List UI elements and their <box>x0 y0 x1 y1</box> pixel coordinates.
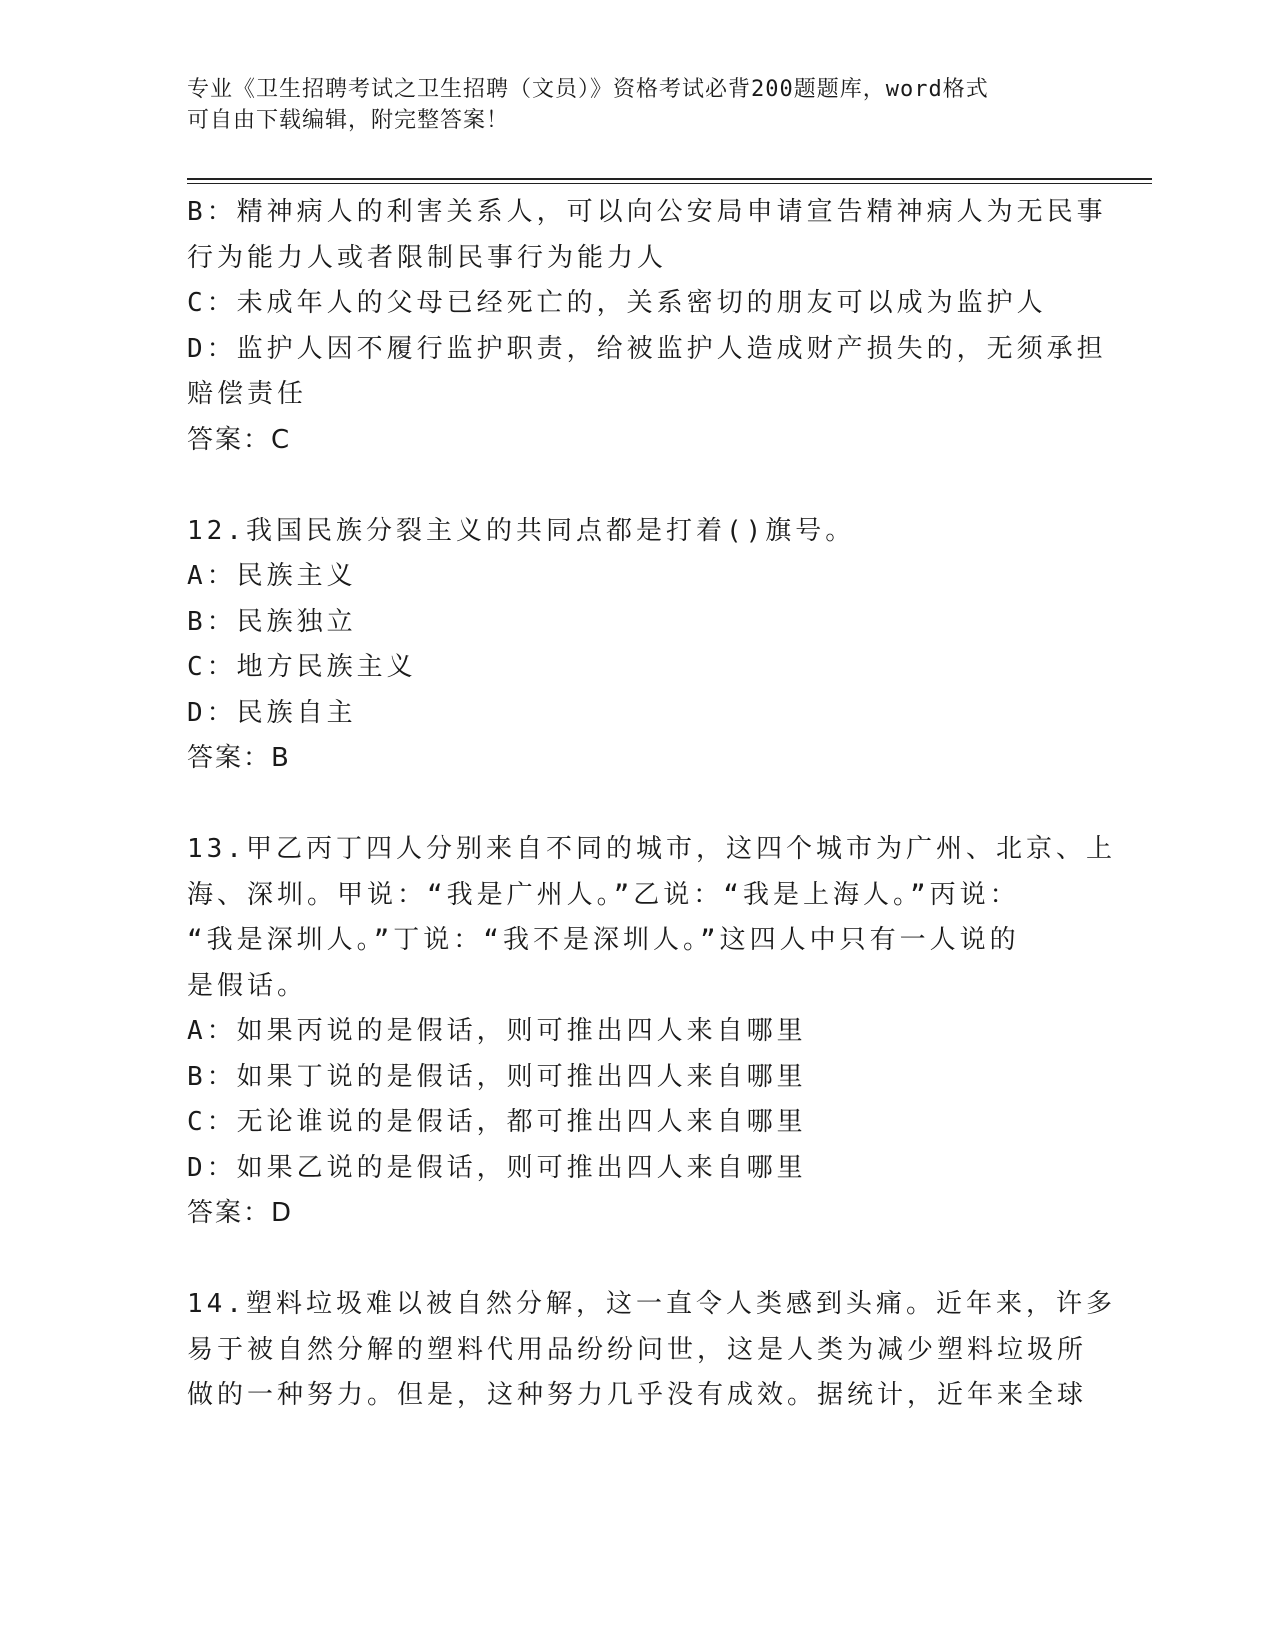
q11-answer: 答案：C <box>187 424 292 455</box>
q13-question-line-4: 是假话。 <box>187 970 308 1001</box>
q13-answer: 答案：D <box>187 1198 294 1228</box>
q11-option-d-line-1: D：监护人因不履行监护职责，给被监护人造成财产损失的，无须承担 <box>187 333 1107 364</box>
q12-question: 12.我国民族分裂主义的共同点都是打着()旗号。 <box>187 515 856 546</box>
q11-option-b-line-1: B：精神病人的利害关系人，可以向公安局申请宣告精神病人为无民事 <box>187 197 1107 227</box>
q13-option-a: A：如果丙说的是假话，则可推出四人来自哪里 <box>187 1016 807 1046</box>
q12-option-b: B：民族独立 <box>187 606 357 637</box>
q12-option-d: D：民族自主 <box>187 697 357 728</box>
header-title-line-2: 可自由下载编辑，附完整答案！ <box>187 108 510 133</box>
q14-question-line-1: 14.塑料垃圾难以被自然分解，这一直令人类感到头痛。近年来，许多 <box>187 1289 1116 1319</box>
q11-option-d-line-2: 赔偿责任 <box>187 379 308 409</box>
q11-option-c: C：未成年人的父母已经死亡的，关系密切的朋友可以成为监护人 <box>187 288 1047 318</box>
header-divider-thin <box>187 183 1152 184</box>
q13-question-line-3: “我是深圳人。”丁说：“我不是深圳人。”这四人中只有一人说的 <box>187 925 1020 955</box>
q12-option-a: A：民族主义 <box>187 561 357 591</box>
spacer <box>187 1237 1087 1283</box>
document-header <box>187 74 1087 136</box>
header-title-line-1: 专业《卫生招聘考试之卫生招聘（文员）》资格考试必背200题题库，word格式 <box>187 77 989 102</box>
q13-option-d: D：如果乙说的是假话，则可推出四人来自哪里 <box>187 1152 807 1183</box>
q12-answer: 答案：B <box>187 743 291 773</box>
q13-question-line-1: 13.甲乙丙丁四人分别来自不同的城市，这四个城市为广州、北京、上 <box>187 834 1116 864</box>
q14-question-line-2: 易于被自然分解的塑料代用品纷纷问世，这是人类为减少塑料垃圾所 <box>187 1334 1088 1365</box>
q13-option-c: C：无论谁说的是假话，都可推出四人来自哪里 <box>187 1107 807 1137</box>
spacer <box>187 782 1087 828</box>
question-content <box>187 190 1116 1419</box>
spacer <box>187 463 1087 509</box>
q13-option-b: B：如果丁说的是假话，则可推出四人来自哪里 <box>187 1061 807 1092</box>
header-divider-thick <box>187 178 1152 180</box>
q11-option-b-line-2: 行为能力人或者限制民事行为能力人 <box>187 242 668 273</box>
q12-option-c: C：地方民族主义 <box>187 652 417 682</box>
q14-question-line-3: 做的一种努力。但是，这种努力几乎没有成效。据统计，近年来全球 <box>187 1380 1088 1410</box>
q13-question-line-2: 海、深圳。甲说：“我是广州人。”乙说：“我是上海人。”丙说： <box>187 879 1020 910</box>
